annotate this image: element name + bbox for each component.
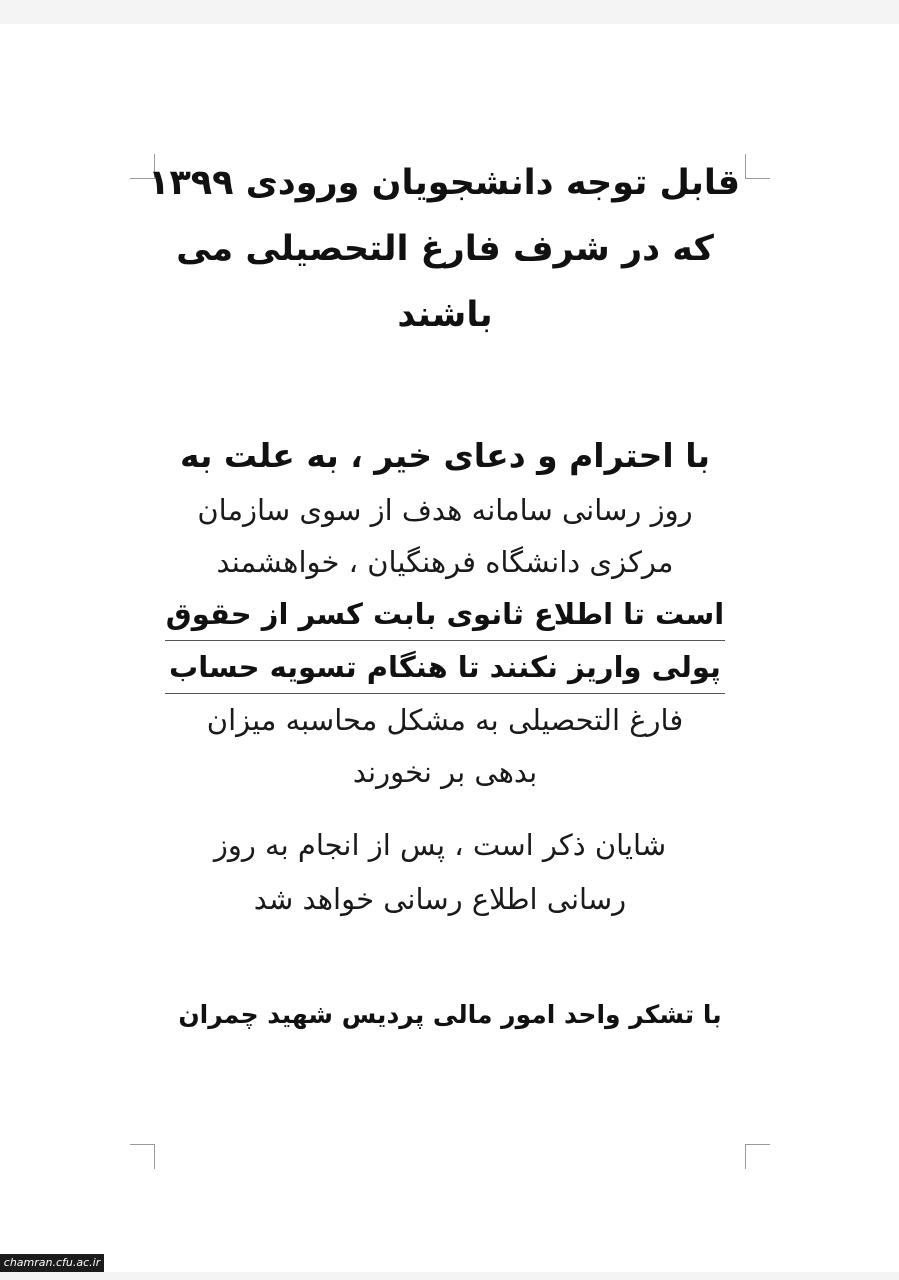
announcement-title [150, 150, 740, 348]
site-watermark: chamran.cfu.ac.ir [0, 1254, 104, 1272]
body-line-1: با احترام و دعای خیر ، به علت به [180, 436, 710, 475]
title-line-2: که در شرف فارغ التحصیلی می [176, 229, 714, 269]
body-line-6: فارغ التحصیلی به مشکل محاسبه میزان [206, 703, 684, 737]
notice-line-2: رسانی اطلاع رسانی خواهد شد [253, 882, 627, 916]
margin-corner-bottom-left [130, 1144, 155, 1169]
announcement-body [165, 428, 725, 798]
signature-line: با تشکر واحد امور مالی پردیس شهید چمران [178, 1000, 722, 1029]
body-line-7: بدهی بر نخورند [352, 755, 538, 789]
notice-line-1: شایان ذکر است ، پس از انجام به روز [213, 828, 667, 862]
body-line-2: روز رسانی سامانه هدف از سوی سازمان [197, 493, 693, 527]
title-line-3: باشند [397, 295, 493, 335]
title-line-1: قابل توجه دانشجویان ورودی ۱۳۹۹ [148, 163, 740, 203]
bottom-background-strip [0, 1272, 899, 1280]
body-line-5: پولی واریز نکنند تا هنگام تسویه حساب [165, 641, 725, 694]
notice-paragraph [170, 818, 710, 926]
margin-corner-bottom-right [745, 1144, 770, 1169]
margin-corner-top-right [745, 154, 770, 179]
body-line-4: است تا اطلاع ثانوی بابت کسر از حقوق [165, 588, 725, 641]
body-line-3: مرکزی دانشگاه فرهنگیان ، خواهشمند [216, 545, 674, 579]
